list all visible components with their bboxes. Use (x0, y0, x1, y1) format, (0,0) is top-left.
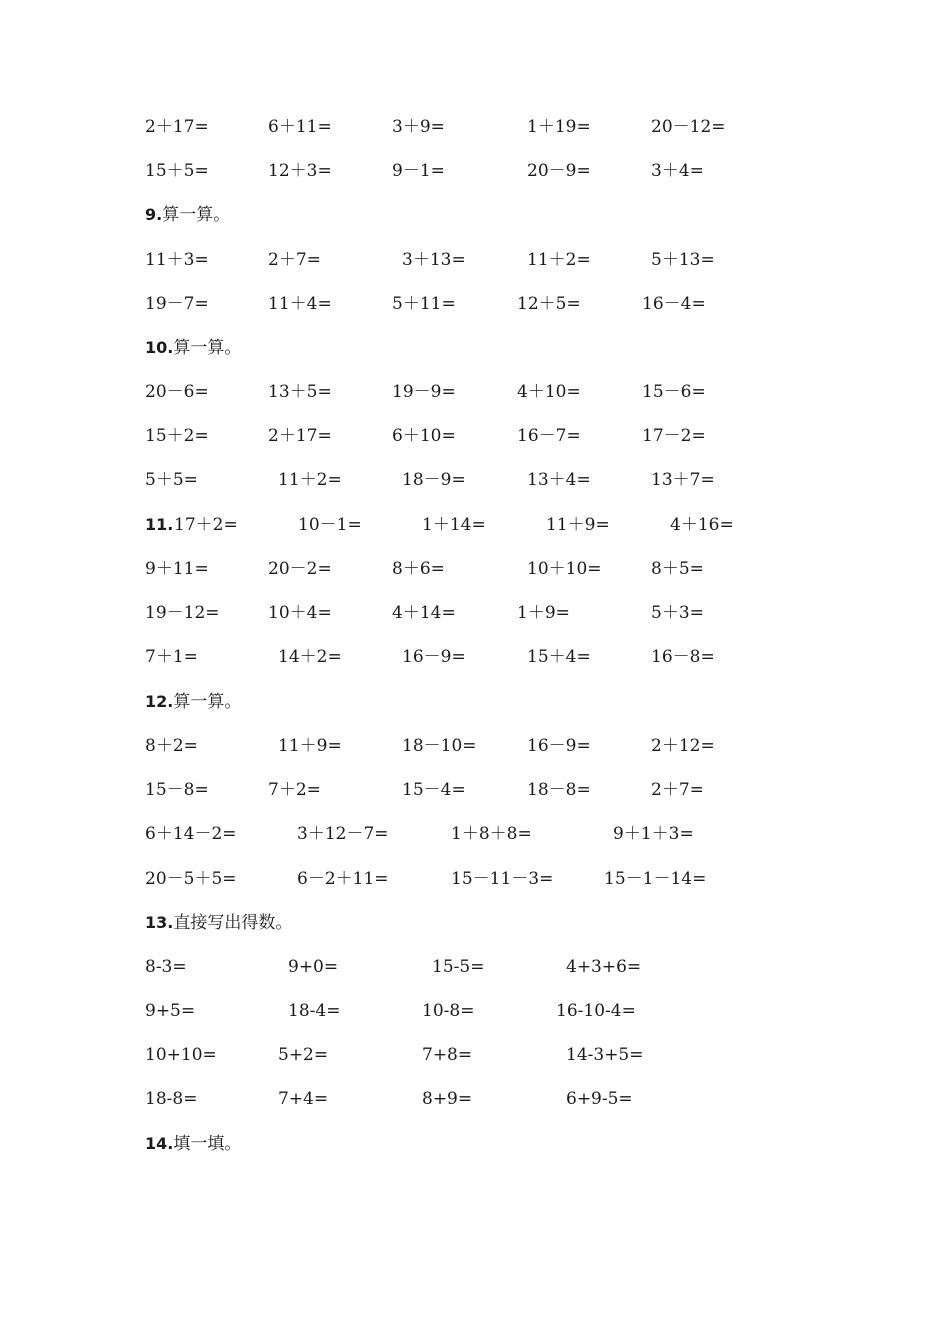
equation: 18－10= (402, 736, 477, 756)
equation: 19－12= (145, 603, 220, 623)
equation: 5+2= (278, 1045, 329, 1065)
equation: 9＋11= (145, 559, 209, 579)
equation: 18－8= (527, 780, 591, 800)
equation: 3＋4= (651, 161, 704, 181)
equation: 8-3= (145, 957, 187, 977)
equation: 10-8= (422, 1001, 475, 1021)
equation: 11＋9= (546, 515, 610, 535)
equation: 15－6= (642, 382, 706, 402)
equation: 6－2＋11= (297, 869, 389, 889)
equation: 15＋2= (145, 426, 209, 446)
equation: 4+3+6= (566, 957, 642, 977)
equation: 10－1= (298, 515, 362, 535)
equation: 4＋10= (517, 382, 581, 402)
equation: 10＋4= (268, 603, 332, 623)
equation: 6＋11= (268, 117, 332, 137)
equation-row (0, 156, 950, 186)
equation: 16－9= (402, 647, 466, 667)
equation: 9+5= (145, 1001, 196, 1021)
equation: 4＋14= (392, 603, 456, 623)
equation: 13＋7= (651, 470, 715, 490)
equation-row (0, 421, 950, 451)
equation: 2＋7= (651, 780, 704, 800)
equation: 5＋3= (651, 603, 704, 623)
equation: 7+4= (278, 1089, 329, 1109)
question-title: 算一算。 (173, 338, 242, 358)
question-heading (145, 908, 292, 938)
equation: 13＋5= (268, 382, 332, 402)
equation: 16-10-4= (556, 1001, 636, 1021)
equation-row (0, 1084, 950, 1114)
equation-row (0, 642, 950, 672)
equation: 1＋19= (527, 117, 591, 137)
equation-row (0, 554, 950, 584)
equation: 6＋10= (392, 426, 456, 446)
equation: 1＋9= (517, 603, 570, 623)
equation: 6＋14－2= (145, 824, 237, 844)
equation: 5＋13= (651, 250, 715, 270)
equation: 8＋2= (145, 736, 198, 756)
equation: 9＋1＋3= (613, 824, 694, 844)
equation: 13＋4= (527, 470, 591, 490)
equation: 20－12= (651, 117, 726, 137)
equation: 10+10= (145, 1045, 217, 1065)
equation: 15－11－3= (451, 869, 554, 889)
equation: 12＋3= (268, 161, 332, 181)
question-number: 10. (145, 338, 174, 357)
question-number: 14. (145, 1134, 174, 1153)
equation: 2＋7= (268, 250, 321, 270)
equation: 16－9= (527, 736, 591, 756)
equation: 14＋2= (278, 647, 342, 667)
equation: 16－8= (651, 647, 715, 667)
equation: 15＋4= (527, 647, 591, 667)
equation-row (0, 864, 950, 894)
question-title: 直接写出得数。 (173, 913, 293, 933)
equation: 11＋4= (268, 294, 332, 314)
equation: 15＋5= (145, 161, 209, 181)
equation: 12＋5= (517, 294, 581, 314)
question-heading (145, 1129, 241, 1159)
question-heading (145, 687, 241, 717)
equation: 15-5= (432, 957, 485, 977)
equation: 11＋3= (145, 250, 209, 270)
equation-row (0, 775, 950, 805)
equation-row (0, 289, 950, 319)
equation: 18-4= (288, 1001, 341, 1021)
equation-row (0, 1040, 950, 1070)
question-heading (145, 333, 241, 363)
equation: 18-8= (145, 1089, 198, 1109)
equation-row (0, 952, 950, 982)
equation: 20－9= (527, 161, 591, 181)
equation: 9－1= (392, 161, 445, 181)
equation: 2＋12= (651, 736, 715, 756)
equation: 20－6= (145, 382, 209, 402)
equation: 4＋16= (670, 515, 734, 535)
equation: 17＋2= (174, 515, 238, 535)
equation: 6+9-5= (566, 1089, 633, 1109)
equation: 2＋17= (145, 117, 209, 137)
equation: 17－2= (642, 426, 706, 446)
equation-row (0, 245, 950, 275)
question-title: 算一算。 (173, 692, 242, 712)
equation: 11＋2= (278, 470, 342, 490)
equation-row (0, 465, 950, 495)
equation: 1＋14= (422, 515, 486, 535)
equation: 15－1－14= (604, 869, 707, 889)
equation: 5＋11= (392, 294, 456, 314)
equation: 3＋12－7= (297, 824, 389, 844)
equation-row (0, 731, 950, 761)
question-title: 填一填。 (173, 1134, 242, 1154)
equation: 14-3+5= (566, 1045, 644, 1065)
equation: 20－5＋5= (145, 869, 237, 889)
equation: 8＋5= (651, 559, 704, 579)
equation: 3＋13= (402, 250, 466, 270)
equation: 7+8= (422, 1045, 473, 1065)
equation: 8+9= (422, 1089, 473, 1109)
equation: 1＋8＋8= (451, 824, 532, 844)
question-title: 算一算。 (162, 205, 231, 225)
question-number: 11. (145, 515, 174, 534)
equation: 11＋9= (278, 736, 342, 756)
equation: 20－2= (268, 559, 332, 579)
question-number: 13. (145, 913, 174, 932)
equation: 5＋5= (145, 470, 198, 490)
equation: 16－4= (642, 294, 706, 314)
equation: 7＋2= (268, 780, 321, 800)
equation: 9+0= (288, 957, 339, 977)
equation-row (0, 112, 950, 142)
equation: 8＋6= (392, 559, 445, 579)
equation-row (0, 377, 950, 407)
equation: 2＋17= (268, 426, 332, 446)
equation-row (0, 819, 950, 849)
equation: 10＋10= (527, 559, 602, 579)
equation: 18－9= (402, 470, 466, 490)
question-number: 12. (145, 692, 174, 711)
question-heading (145, 200, 230, 230)
equation: 11＋2= (527, 250, 591, 270)
equation: 3＋9= (392, 117, 445, 137)
equation: 15－8= (145, 780, 209, 800)
equation: 19－7= (145, 294, 209, 314)
question-number: 9. (145, 205, 163, 224)
equation-row (0, 510, 950, 540)
equation: 19－9= (392, 382, 456, 402)
equation-row (0, 996, 950, 1026)
equation-row (0, 598, 950, 628)
equation: 16－7= (517, 426, 581, 446)
equation: 7＋1= (145, 647, 198, 667)
equation: 15－4= (402, 780, 466, 800)
